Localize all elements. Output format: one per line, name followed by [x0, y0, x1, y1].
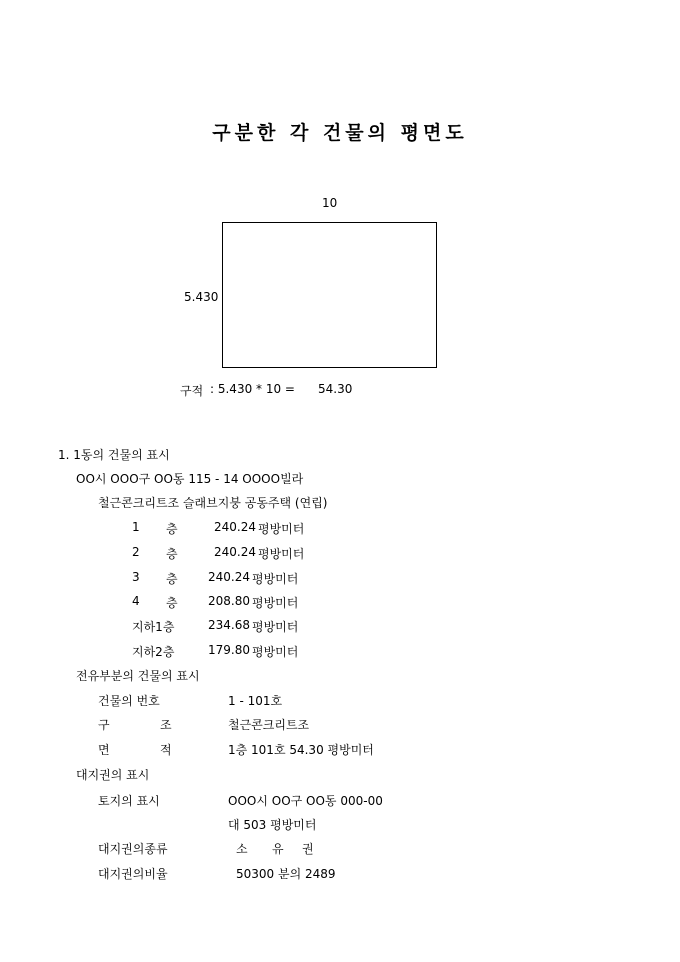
- floor-number: 1: [132, 520, 140, 534]
- floor-area-unit: 평방미터: [252, 596, 299, 610]
- floor-area: 208.80: [208, 594, 250, 608]
- plan-height-label: 5.430: [184, 290, 219, 304]
- floor-area-unit: 평방미터: [252, 645, 299, 659]
- land-value: OOO시 OO구 OO동 000-00: [228, 794, 383, 808]
- floor-area: 240.24: [214, 545, 256, 559]
- land-area: 대 503 평방미터: [228, 818, 317, 832]
- area-formula-expression: : 5.430 * 10 =: [210, 382, 295, 396]
- floor-area: 234.68: [208, 618, 250, 632]
- land-right-type-value-3: 권: [302, 842, 314, 856]
- land-right-type-label: 대지권의종류: [98, 842, 168, 856]
- floor-number: 2: [132, 545, 140, 559]
- floor-unit: 층: [166, 596, 178, 610]
- floor-plan-rectangle: [222, 222, 437, 368]
- exclusive-number-value: 1 - 101호: [228, 694, 283, 708]
- building-address: OO시 OOO구 OO동 115 - 14 OOOO빌라: [76, 472, 304, 486]
- exclusive-structure-label-2: 조: [160, 718, 172, 732]
- floor-number: 지하2층: [132, 645, 175, 659]
- floor-area-unit: 평방미터: [258, 522, 305, 536]
- floor-unit: 층: [166, 522, 178, 536]
- building-structure: 철근콘크리트조 슬래브지붕 공동주택 (연립): [98, 496, 328, 510]
- land-right-ratio-label: 대지권의비율: [98, 867, 168, 881]
- floor-number: 3: [132, 570, 140, 584]
- floor-number: 지하1층: [132, 620, 175, 634]
- exclusive-heading: 전유부분의 건물의 표시: [76, 669, 200, 683]
- land-right-type-value-2: 유: [272, 842, 284, 856]
- land-label: 토지의 표시: [98, 794, 160, 808]
- exclusive-area-label-2: 적: [160, 743, 172, 757]
- land-right-heading: 대지권의 표시: [76, 768, 150, 782]
- exclusive-area-label-1: 면: [98, 743, 110, 757]
- floor-number: 4: [132, 594, 140, 608]
- exclusive-number-label: 건물의 번호: [98, 694, 160, 708]
- land-right-type-value-1: 소: [236, 842, 248, 856]
- floor-area-unit: 평방미터: [252, 620, 299, 634]
- exclusive-structure-label-1: 구: [98, 718, 110, 732]
- floor-unit: 층: [166, 547, 178, 561]
- floor-area-unit: 평방미터: [258, 547, 305, 561]
- area-formula-result: 54.30: [318, 382, 353, 396]
- floor-unit: 층: [166, 572, 178, 586]
- land-right-ratio-value: 50300 분의 2489: [236, 867, 336, 881]
- exclusive-structure-value: 철근콘크리트조: [228, 718, 310, 732]
- page-title: 구분한 각 건물의 평면도: [212, 122, 468, 144]
- floor-area: 240.24: [208, 570, 250, 584]
- floor-area-unit: 평방미터: [252, 572, 299, 586]
- exclusive-area-value: 1층 101호 54.30 평방미터: [228, 743, 374, 757]
- plan-width-label: 10: [322, 196, 338, 210]
- area-formula-label: 구적: [180, 384, 204, 398]
- floor-area: 240.24: [214, 520, 256, 534]
- section1-heading: 1. 1동의 건물의 표시: [58, 448, 170, 462]
- floor-area: 179.80: [208, 643, 250, 657]
